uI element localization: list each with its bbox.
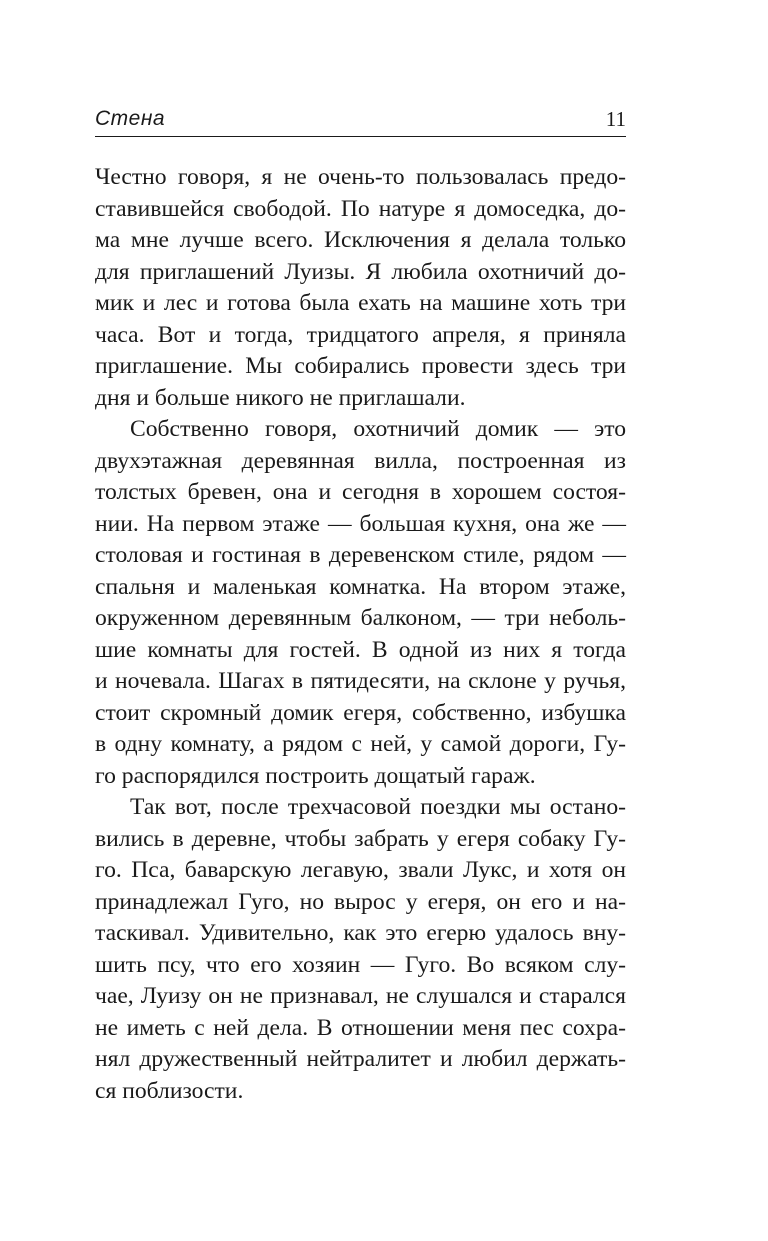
book-page bbox=[95, 0, 626, 1241]
text-line: спальня и маленькая комнатка. На втором этаже, bbox=[95, 573, 626, 600]
text-line: нял дружественный нейтралитет и любил держать- bbox=[95, 1046, 626, 1072]
text-line: мик и лес и готова была ехать на машине хоть три bbox=[95, 290, 626, 316]
text-line: дня и больше никого не приглашали. bbox=[95, 384, 466, 411]
text-line: для приглашений Луизы. Я любила охотничий до- bbox=[95, 258, 626, 285]
text-line: принадлежал Гуго, но вырос у егеря, он его и на- bbox=[95, 888, 626, 915]
text-line: и ночевала. Шагах в пятидесяти, на склоне у ручья, bbox=[95, 668, 626, 694]
text-line: в одну комнату, а рядом с ней, у самой дороги, Гу- bbox=[95, 731, 626, 757]
text-line: Так вот, после трехчасовой поездки мы остано- bbox=[130, 794, 626, 820]
page-number: 11 bbox=[605, 107, 626, 131]
text-line: го распорядился построить дощатый гараж. bbox=[95, 762, 536, 789]
text-line: столовая и гостиная в деревенском стиле, рядом — bbox=[95, 542, 626, 568]
text-line: шие комнаты для гостей. В одной из них я тогда bbox=[95, 636, 626, 663]
text-line: ся поблизости. bbox=[95, 1077, 244, 1104]
text-line: Честно говоря, я не очень-то пользовалась предо- bbox=[95, 164, 626, 190]
running-title: Стена bbox=[95, 107, 166, 130]
text-line: Собственно говоря, охотничий домик — это bbox=[130, 416, 626, 442]
text-line: шить псу, что его хозяин — Гуго. Во всяком слу- bbox=[95, 951, 626, 978]
text-line: часа. Вот и тогда, тридцатого апреля, я приняла bbox=[95, 321, 626, 348]
text-line: чае, Луизу он не признавал, не слушался и старался bbox=[95, 983, 626, 1009]
text-line: таскивал. Удивительно, как это егерю удалось вну- bbox=[95, 920, 626, 946]
text-line: ставившейся свободой. По натуре я домоседка, до- bbox=[95, 195, 626, 222]
text-line: стоит скромный домик егеря, собственно, избушка bbox=[95, 699, 626, 726]
body-text bbox=[95, 162, 626, 1107]
text-line: толстых бревен, она и сегодня в хорошем состоя- bbox=[95, 479, 626, 505]
running-header bbox=[95, 106, 626, 137]
text-line: не иметь с ней дела. В отношении меня пес сохра- bbox=[95, 1014, 626, 1041]
text-line: вились в деревне, чтобы забрать у егеря собаку Гу- bbox=[95, 825, 626, 852]
text-line: приглашение. Мы собирались провести здесь три bbox=[95, 353, 626, 379]
text-line: го. Пса, баварскую легавую, звали Лукс, и хотя он bbox=[95, 857, 626, 883]
text-line: ма мне лучше всего. Исключения я делала только bbox=[95, 227, 626, 253]
text-line: нии. На первом этаже — большая кухня, она же — bbox=[95, 510, 626, 537]
text-line: двухэтажная деревянная вилла, построенная из bbox=[95, 447, 626, 474]
text-line: окруженном деревянным балконом, — три неболь- bbox=[95, 605, 626, 631]
